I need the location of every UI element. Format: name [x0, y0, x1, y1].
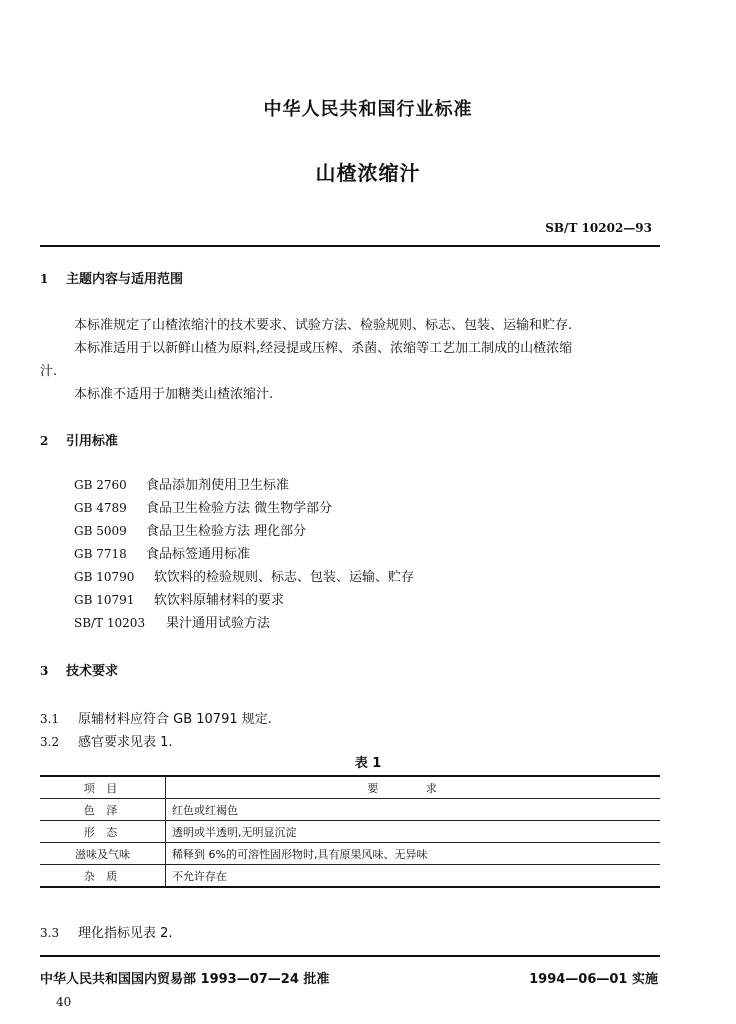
- reference-code: GB 2760: [74, 478, 127, 492]
- section-1-heading: [40, 268, 183, 287]
- document-title: 山楂浓缩汁: [315, 161, 421, 185]
- table-header-requirement: 要 求: [166, 776, 661, 799]
- table-1-caption: 表 1: [354, 756, 382, 771]
- reference-name: 食品添加剂使用卫生标准: [146, 478, 290, 493]
- reference-item: [74, 543, 250, 562]
- reference-name: 果汁通用试验方法: [166, 616, 271, 631]
- table-cell-requirement: 不允许存在: [166, 865, 661, 888]
- section-2-heading: [40, 430, 118, 449]
- section-1-title: 主题内容与适用范围: [66, 272, 184, 287]
- implementation-date: 1994—06—01 实施: [529, 972, 658, 987]
- clause-3-1-text: 原辅材料应符合 GB 10791 规定.: [78, 712, 272, 727]
- reference-name: 软饮料原辅材料的要求: [154, 593, 285, 608]
- reference-name: 软饮料的检验规则、标志、包装、运输、贮存: [154, 570, 415, 585]
- clause-3-3-number: 3.3: [40, 926, 60, 940]
- table-header-row: [40, 776, 660, 799]
- table-cell-requirement: 透明或半透明,无明显沉淀: [166, 821, 661, 843]
- clause-3-1: [40, 708, 272, 727]
- reference-name: 食品标签通用标准: [146, 547, 251, 562]
- reference-code: SB/T 10203: [74, 616, 146, 630]
- table-cell-item: 滋味及气味: [40, 843, 166, 865]
- table-cell-item: 杂 质: [40, 865, 166, 888]
- clause-3-2-number: 3.2: [40, 735, 60, 749]
- clause-3-2: [40, 731, 173, 750]
- approval-line: 中华人民共和国国内贸易部 1993—07—24 批准: [40, 972, 330, 987]
- reference-item: [74, 566, 414, 585]
- reference-code: GB 5009: [74, 524, 127, 538]
- table-header-item: 项 目: [40, 776, 166, 799]
- table-cell-item: 形 态: [40, 821, 166, 843]
- sensory-requirements-table: [40, 775, 660, 888]
- reference-code: GB 10790: [74, 570, 135, 584]
- section-2-number: 2: [40, 434, 49, 448]
- clause-3-3-text: 理化指标见表 2.: [78, 926, 173, 941]
- table-row: [40, 821, 660, 843]
- reference-item: [74, 520, 306, 539]
- reference-name: 食品卫生检验方法 微生物学部分: [146, 501, 333, 516]
- clause-3-1-number: 3.1: [40, 712, 60, 726]
- reference-item: [74, 612, 270, 631]
- section-3-title: 技术要求: [66, 664, 119, 679]
- table-row: [40, 799, 660, 821]
- section-3-heading: [40, 660, 118, 679]
- table-cell-item: 色 泽: [40, 799, 166, 821]
- clause-3-2-text: 感官要求见表 1.: [78, 735, 173, 750]
- header-divider: [40, 245, 660, 247]
- reference-code: GB 10791: [74, 593, 135, 607]
- table-row: [40, 843, 660, 865]
- reference-name: 食品卫生检验方法 理化部分: [146, 524, 307, 539]
- standard-code: SB/T 10202—93: [545, 221, 652, 235]
- section-1-paragraph-1: 本标准规定了山楂浓缩汁的技术要求、试验方法、检验规则、标志、包装、运输和贮存.: [74, 318, 573, 333]
- reference-code: GB 4789: [74, 501, 127, 515]
- table-cell-requirement: 红色或红褐色: [166, 799, 661, 821]
- reference-item: [74, 474, 289, 493]
- section-3-number: 3: [40, 664, 49, 678]
- reference-code: GB 7718: [74, 547, 127, 561]
- clause-3-3: [40, 922, 173, 941]
- table-row: [40, 865, 660, 888]
- section-1-paragraph-3: 本标准不适用于加糖类山楂浓缩汁.: [74, 387, 274, 402]
- section-2-title: 引用标准: [66, 434, 119, 449]
- footer-divider: [40, 955, 660, 957]
- page-number: 40: [56, 995, 72, 1009]
- section-1-paragraph-2-line-2: 汁.: [40, 364, 58, 379]
- section-1-number: 1: [40, 272, 49, 286]
- table-cell-requirement: 稀释到 6%的可溶性固形物时,具有原果风味、无异味: [166, 843, 661, 865]
- standard-type-heading: 中华人民共和国行业标准: [263, 99, 473, 120]
- reference-item: [74, 497, 332, 516]
- section-1-paragraph-2-line-1: 本标准适用于以新鲜山楂为原料,经浸提或压榨、杀菌、浓缩等工艺加工制成的山楂浓缩: [74, 341, 573, 356]
- reference-item: [74, 589, 284, 608]
